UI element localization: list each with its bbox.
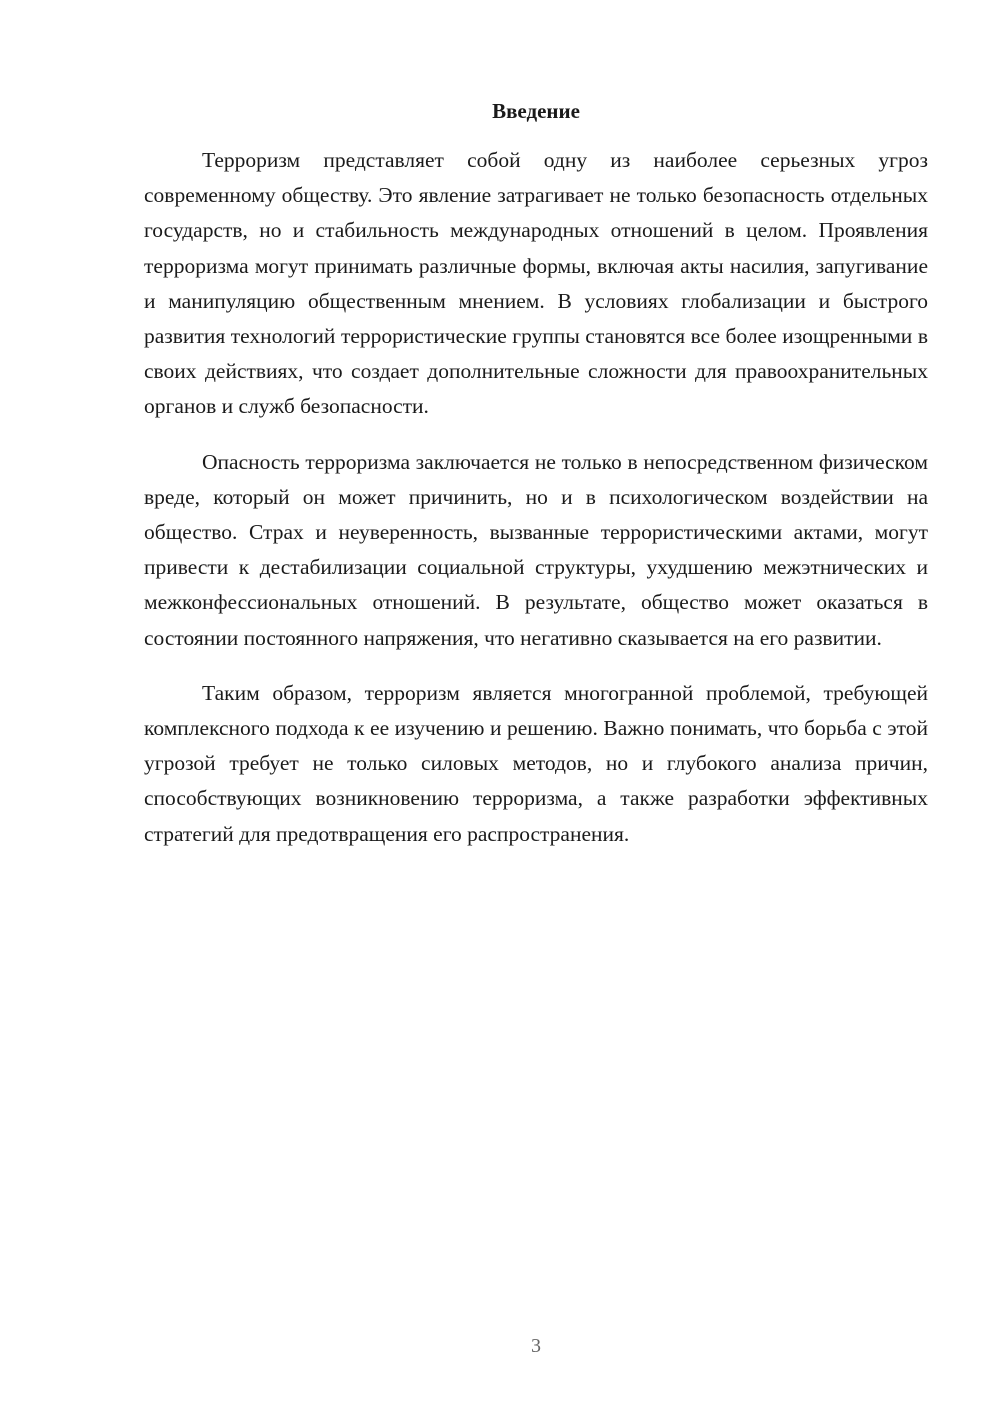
- paragraph-2: Опасность терроризма заключается не только в непосредственном физическом вреде, который он может причинить, но и в психологическом воздействии на общество. Страх и неуверенность, вызванные террористическими актами, могут привести к дестабилизации социальной структуры, ухудшению межэтнических и межконфессиональных отношений. В результате, общество может оказаться в состоянии постоянного напряжения, что негативно сказывается на его развитии.: [144, 449, 928, 650]
- paragraph-1: Терроризм представляет собой одну из наиболее серьезных угроз современному обществу. Это явление затрагивает не только безопасность отдельных государств, но и стабильность международных отношений в целом. Проявления терроризма могут принимать различные формы, включая акты насилия, запугивание и манипуляцию общественным мнением. В условиях глобализации и быстрого развития технологий террористические группы становятся все более изощренными в своих действиях, что создает дополнительные сложности для правоохранительных органов и служб безопасности.: [144, 148, 928, 419]
- body-text: [144, 143, 928, 872]
- page-number: 3: [531, 1335, 541, 1357]
- section-heading: Введение: [492, 99, 580, 123]
- paragraph-3: Таким образом, терроризм является многогранной проблемой, требующей комплексного подхода к ее изучению и решению. Важно понимать, что борьба с этой угрозой требует не только силовых методов, но и глубокого анализа причин, способствующих возникновению терроризма, а также разработки эффективных стратегий для предотвращения его распространения.: [144, 680, 928, 846]
